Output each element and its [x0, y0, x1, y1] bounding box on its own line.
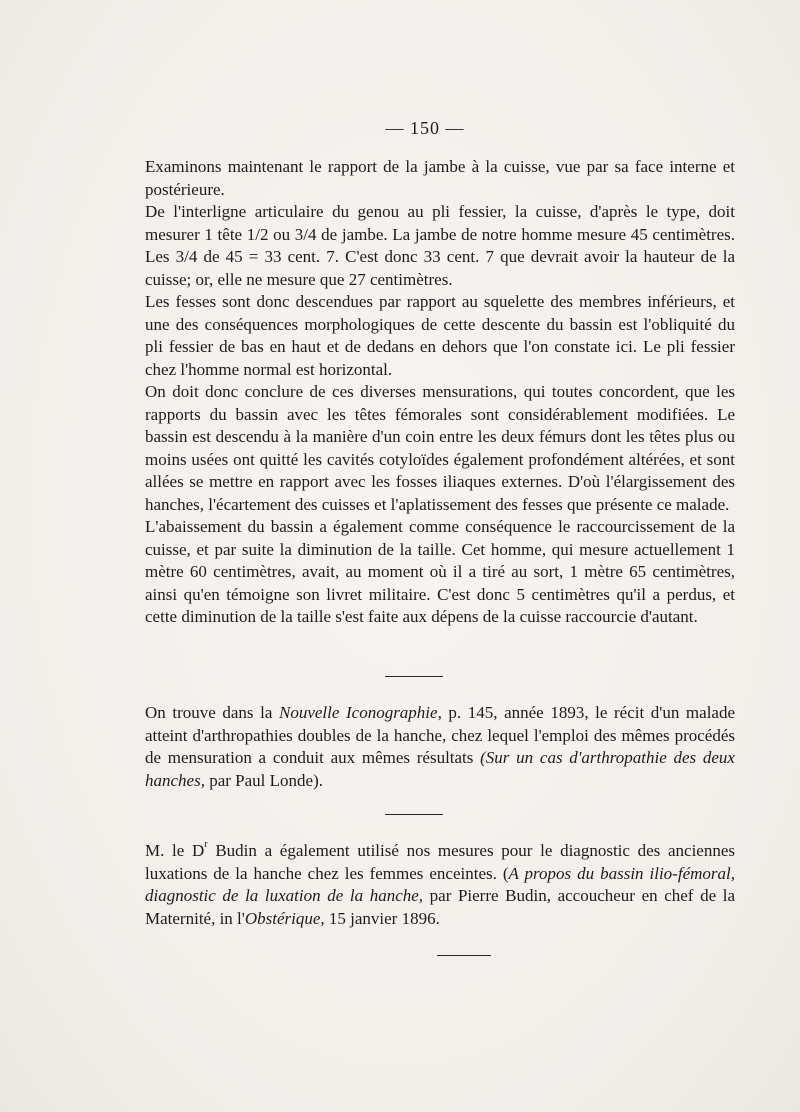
paragraph — [145, 702, 735, 792]
paragraph: Les fesses sont donc descendues par rapport au squelette des membres inférieurs, et une des conséquences morphologiques de cette descente du bassin est l'obliquité du pli fessier de bas en haut et de dedans en dehors que l'on constate ici. Le pli fessier chez l'homme normal est horizontal. — [145, 292, 735, 379]
superscript: r — [204, 839, 208, 850]
text-run: par Paul Londe). — [204, 770, 323, 790]
text-run: M. le D — [145, 841, 205, 860]
paragraph: L'abaissement du bassin a également comme conséquence le raccourcissement de la cuisse, et par suite la diminution de la taille. Cet homme, qui mesure actuellement 1 mètre 60 centimètres, avait, au moment où il a tiré au sort, 1 mètre 65 centimètres, ainsi qu'en témoigne son livret militaire. C'est donc 5 centimètres qu'il a perdus, et cette diminution de la taille s'est faite aux dépens de la cuisse raccourcie d'autant. — [145, 517, 735, 626]
italic-citation: (Sur un cas d'arthropathie des deux hanches, — [145, 748, 735, 790]
section-divider — [385, 676, 443, 677]
text-run: Budin a également utilisé nos mesures pour le diagnostic des anciennes luxations de la hanche chez les femmes enceintes. ( — [145, 841, 735, 883]
paragraph: De l'interligne articulaire du genou au pli fessier, la cuisse, d'après le type, doit mesurer 1 tête 1/2 ou 3/4 de jambe. La jambe de notre homme mesure 45 centimètres. Les 3/4 de 45 = 33 cent. 7. C'est donc 33 cent. 7 que devrait avoir la hauteur de la cuisse; or, elle ne mesure que 27 centimètres. — [145, 202, 735, 289]
page-number: — 150 — — [385, 118, 465, 138]
section-divider — [437, 955, 491, 956]
paragraph — [145, 840, 735, 930]
section-reference-londe — [145, 702, 735, 792]
text-run: par Pierre Budin, accoucheur en chef de la Maternité, in l' — [145, 886, 735, 928]
section-divider — [385, 814, 443, 815]
paragraph: Examinons maintenant le rapport de la jambe à la cuisse, vue par sa face interne et postérieure. — [145, 157, 735, 199]
italic-citation: Nouvelle Iconographie, — [278, 703, 442, 722]
text-run: On trouve dans la — [145, 703, 279, 722]
paragraph: On doit donc conclure de ces diverses mensurations, qui toutes concordent, que les rapports du bassin avec les têtes fémorales sont considérablement modifiées. Le bassin est descendu à la manière d'un coin entre les deux fémurs dont les têtes plus ou moins usées ont quitté les cavités cotyloïdes également profondément altérées, et sont allées se mettre en rapport avec les fosses iliaques externes. D'où l'élargissement des hanches, l'écartement des cuisses et l'aplatissement des fesses que présente ce malade. — [145, 382, 735, 514]
text-run: p. 145, année 1893, le récit d'un malade atteint d'arthropathies doubles de la hanche, chez lequel l'emploi des mêmes procédés de mensuration a conduit aux mêmes résultats — [145, 703, 736, 767]
italic-citation: Obstérique, — [244, 908, 325, 928]
section-measurements — [145, 156, 735, 629]
italic-citation: A propos du bassin ilio-fémoral, diagnostic de la luxation de la hanche, — [145, 863, 735, 905]
section-reference-budin — [145, 840, 735, 930]
text-run: 15 janvier 1896. — [324, 908, 440, 928]
